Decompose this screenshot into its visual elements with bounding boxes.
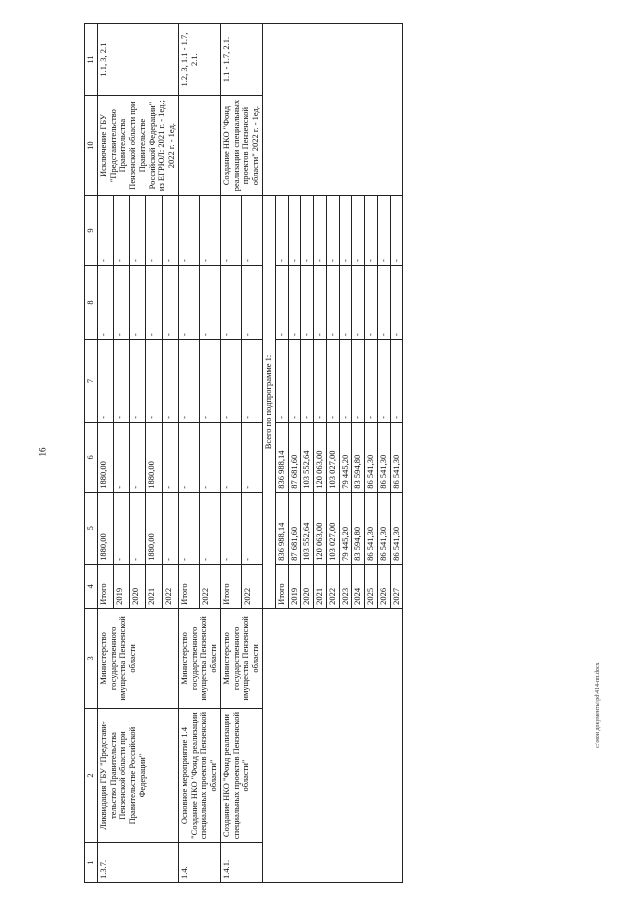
amount-cell: - <box>97 340 113 423</box>
total-amount-cell: - <box>275 265 288 339</box>
col-header-3: 3 <box>85 608 98 708</box>
total-amount-cell: - <box>365 196 378 266</box>
amount-cell: - <box>241 340 262 423</box>
total-year-cell: 2021 <box>314 564 327 608</box>
year-cell: 2019 <box>113 564 129 608</box>
total-amount-cell: 87 681,60 <box>288 492 301 564</box>
total-amount-cell: - <box>390 265 403 339</box>
total-amount-cell: 79 445,20 <box>339 492 352 564</box>
amount-cell: - <box>113 492 129 564</box>
amount-cell: 1880,00 <box>97 492 113 564</box>
total-amount-cell: 103 027,00 <box>326 422 339 492</box>
total-amount-cell: - <box>314 265 327 339</box>
total-amount-cell: - <box>314 340 327 423</box>
year-cell: 2022 <box>162 564 178 608</box>
indicator-link: 1.1, 3, 2.1 <box>97 24 178 96</box>
total-amount-cell: 120 063,00 <box>314 422 327 492</box>
amount-cell: - <box>146 340 162 423</box>
table-row <box>220 24 241 883</box>
total-year-cell: 2023 <box>339 564 352 608</box>
amount-cell: - <box>162 340 178 423</box>
col-header-6: 6 <box>85 422 98 492</box>
activity-name: Создание НКО "Фонд реализации специальных проектов Пензенской области" <box>220 708 262 842</box>
amount-cell: 1880,00 <box>97 422 113 492</box>
total-amount-cell: - <box>288 265 301 339</box>
total-amount-cell: - <box>339 265 352 339</box>
header-row <box>85 24 98 883</box>
row-number: 1.4.1. <box>220 843 262 883</box>
col-header-7: 7 <box>85 340 98 423</box>
amount-cell: - <box>146 265 162 339</box>
total-amount-cell: - <box>339 340 352 423</box>
total-amount-cell: - <box>377 265 390 339</box>
amount-cell: - <box>162 492 178 564</box>
activity-name: Основное мероприятие 1.4 "Создание НКО "Фонд реализации специальных проектов Пензенской области" <box>178 708 220 842</box>
total-amount-cell: - <box>301 265 314 339</box>
col-header-4: 4 <box>85 564 98 608</box>
amount-cell: - <box>113 422 129 492</box>
row-number: 1.4. <box>178 843 220 883</box>
footer-file-path: c:\мои документы\pd\414-пп.docx <box>595 662 601 748</box>
executor: Министерство государственного имущества Пензенской области <box>178 608 220 708</box>
total-amount-cell: - <box>326 265 339 339</box>
amount-cell: - <box>130 492 146 564</box>
total-amount-cell: 83 594,80 <box>352 422 365 492</box>
total-amount-cell: - <box>314 196 327 266</box>
year-cell: 2022 <box>199 564 220 608</box>
result-indicator: Создание НКО "Фонд реализации специальных проектов Пензенской области" 2022 г. - 1ед. <box>220 96 262 196</box>
total-amount-cell: 86 541,30 <box>377 422 390 492</box>
year-cell: Итого <box>178 564 199 608</box>
executor: Министерство государственного имущества Пензенской области <box>97 608 178 708</box>
amount-cell: - <box>199 265 220 339</box>
row-number: 1.3.7. <box>97 843 178 883</box>
total-amount-cell: 86 541,30 <box>390 422 403 492</box>
amount-cell: - <box>178 422 199 492</box>
amount-cell: - <box>199 340 220 423</box>
amount-cell: 1880,00 <box>146 422 162 492</box>
amount-cell: - <box>220 340 241 423</box>
amount-cell: - <box>241 492 262 564</box>
year-cell: 2020 <box>130 564 146 608</box>
col-header-11: 11 <box>85 24 98 96</box>
total-amount-cell: - <box>301 196 314 266</box>
table-row <box>178 24 199 883</box>
rotated-table-wrapper <box>84 23 610 883</box>
total-year-cell: 2020 <box>301 564 314 608</box>
amount-cell: - <box>241 265 262 339</box>
total-amount-cell: - <box>352 340 365 423</box>
indicator-link: 1.2, 3, 1.1 - 1.7, 2.1. <box>178 24 220 96</box>
amount-cell: - <box>97 196 113 266</box>
total-amount-cell: - <box>352 265 365 339</box>
total-year-cell: 2026 <box>377 564 390 608</box>
total-left-blank <box>263 608 403 882</box>
program-table <box>84 23 403 883</box>
amount-cell: - <box>220 422 241 492</box>
amount-cell: - <box>130 196 146 266</box>
year-cell: 2021 <box>146 564 162 608</box>
amount-cell: - <box>199 196 220 266</box>
total-year-cell: 2022 <box>326 564 339 608</box>
total-amount-cell: 86 541,30 <box>365 422 378 492</box>
total-amount-cell: - <box>275 340 288 423</box>
page-number: 16 <box>37 447 48 457</box>
amount-cell: - <box>178 492 199 564</box>
amount-cell: - <box>130 422 146 492</box>
amount-cell: - <box>178 196 199 266</box>
amount-cell: - <box>220 196 241 266</box>
amount-cell: - <box>97 265 113 339</box>
executor: Министерство государственного имущества Пензенской области <box>220 608 262 708</box>
table-body <box>97 24 403 883</box>
total-amount-cell: - <box>365 340 378 423</box>
total-amount-cell: 103 552,64 <box>301 422 314 492</box>
total-amount-cell: 83 594,80 <box>352 492 365 564</box>
total-amount-cell: - <box>288 340 301 423</box>
total-amount-cell: 79 445,20 <box>339 422 352 492</box>
total-amount-cell: 87 681,60 <box>288 422 301 492</box>
amount-cell: - <box>178 340 199 423</box>
amount-cell: - <box>162 196 178 266</box>
amount-cell: - <box>162 265 178 339</box>
total-amount-cell: - <box>326 340 339 423</box>
total-amount-cell: 86 541,30 <box>377 492 390 564</box>
total-amount-cell: - <box>377 196 390 266</box>
year-cell: Итого <box>97 564 113 608</box>
amount-cell: - <box>113 340 129 423</box>
total-year-cell: Итого <box>275 564 288 608</box>
amount-cell: - <box>220 492 241 564</box>
total-amount-cell: - <box>352 196 365 266</box>
result-indicator: Исключение ГБУ "Представительство Правительства Пензенской области при Правительстве Российской Федерации" из ЕГРЮЛ: 2021 г. - 1ед.; 2022 г. - 1ед. <box>97 96 178 196</box>
total-header-row <box>263 24 276 883</box>
total-amount-cell: - <box>339 196 352 266</box>
total-year-cell: 2019 <box>288 564 301 608</box>
amount-cell: - <box>199 422 220 492</box>
total-amount-cell: - <box>288 196 301 266</box>
col-header-8: 8 <box>85 265 98 339</box>
result-indicator <box>178 96 220 196</box>
activity-name: Ликвидация ГБУ "Представи-тельство Правительства Пензенской области при Правительстве Российской Федерации" <box>97 708 178 842</box>
amount-cell: 1880,00 <box>146 492 162 564</box>
total-amount-cell: - <box>301 340 314 423</box>
col-header-9: 9 <box>85 196 98 266</box>
amount-cell: - <box>146 196 162 266</box>
amount-cell: - <box>241 422 262 492</box>
col-header-5: 5 <box>85 492 98 564</box>
total-amount-cell: - <box>377 340 390 423</box>
amount-cell: - <box>199 492 220 564</box>
total-year-cell: 2027 <box>390 564 403 608</box>
total-amount-cell: - <box>326 196 339 266</box>
total-amount-cell: 103 027,00 <box>326 492 339 564</box>
total-amount-cell: 120 063,00 <box>314 492 327 564</box>
year-cell: 2022 <box>241 564 262 608</box>
total-year-cell: 2025 <box>365 564 378 608</box>
amount-cell: - <box>130 340 146 423</box>
year-cell: Итого <box>220 564 241 608</box>
amount-cell: - <box>130 265 146 339</box>
amount-cell: - <box>178 265 199 339</box>
col-header-1: 1 <box>85 843 98 883</box>
total-amount-cell: 836 988,14 <box>275 422 288 492</box>
table-row <box>97 24 113 883</box>
total-amount-cell: 86 541,30 <box>365 492 378 564</box>
amount-cell: - <box>113 265 129 339</box>
total-amount-cell: 836 988,14 <box>275 492 288 564</box>
total-amount-cell: - <box>390 340 403 423</box>
total-year-cell: 2024 <box>352 564 365 608</box>
total-amount-cell: - <box>275 196 288 266</box>
indicator-link: 1.1 - 1.7, 2.1. <box>220 24 262 96</box>
amount-cell: - <box>220 265 241 339</box>
total-amount-cell: 103 552,64 <box>301 492 314 564</box>
total-amount-cell: - <box>390 196 403 266</box>
col-header-10: 10 <box>85 96 98 196</box>
amount-cell: - <box>241 196 262 266</box>
col-header-2: 2 <box>85 708 98 842</box>
total-amount-cell: 86 541,30 <box>390 492 403 564</box>
total-right-blank <box>263 24 403 196</box>
amount-cell: - <box>162 422 178 492</box>
amount-cell: - <box>113 196 129 266</box>
total-title: Всего по подпрограмме 1: <box>263 196 276 609</box>
total-amount-cell: - <box>365 265 378 339</box>
